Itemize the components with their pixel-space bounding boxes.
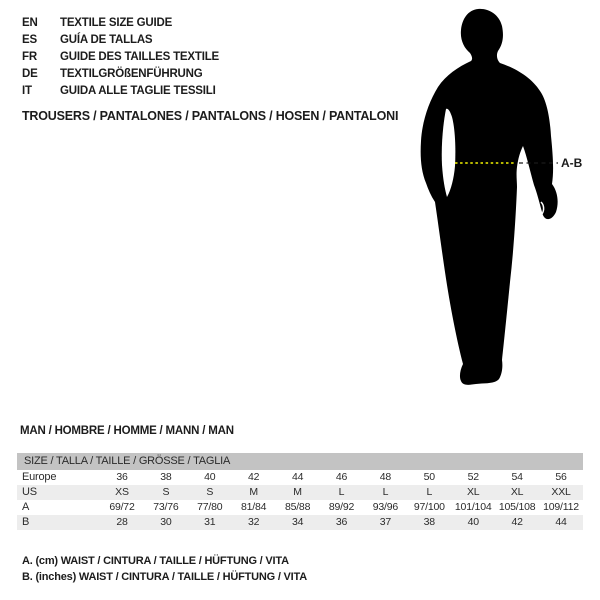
size-table-row	[17, 470, 583, 485]
size-cell: 54	[511, 471, 523, 483]
language-title: GUIDA ALLE TAGLIE TESSILI	[60, 85, 216, 97]
size-cell: 38	[160, 471, 172, 483]
footnote: B. (inches) WAIST / CINTURA / TAILLE / HÜFTUNG / VITA	[22, 571, 307, 583]
language-code: IT	[22, 85, 32, 97]
size-cell: 30	[160, 516, 172, 528]
size-table-row	[17, 500, 583, 515]
language-row	[22, 32, 219, 49]
size-cell: 40	[467, 516, 479, 528]
size-cell: 50	[423, 471, 435, 483]
size-table-row	[17, 515, 583, 530]
size-cell: 97/100	[413, 501, 445, 513]
language-list	[22, 15, 219, 100]
size-row-label: US	[22, 486, 37, 498]
size-cell: 101/104	[454, 501, 492, 513]
size-cell: XL	[466, 486, 480, 498]
language-title: GUIDE DES TAILLES TEXTILE	[60, 51, 219, 63]
language-code: DE	[22, 68, 38, 80]
language-row	[22, 15, 219, 32]
size-cell: 44	[555, 516, 567, 528]
size-row-label: Europe	[22, 471, 57, 483]
size-cell: 36	[116, 471, 128, 483]
size-cell: 42	[511, 516, 523, 528]
size-cell: 81/84	[241, 501, 267, 513]
size-cell: 69/72	[109, 501, 135, 513]
size-cell: XS	[115, 486, 129, 498]
size-cell: L	[338, 486, 345, 498]
language-row	[22, 83, 219, 100]
garment-title: TROUSERS / PANTALONES / PANTALONS / HOSEN / PANTALONI	[22, 109, 399, 123]
size-cell: 46	[335, 471, 348, 483]
size-cell: 44	[291, 471, 304, 483]
size-row-label: B	[22, 516, 30, 528]
size-cell: S	[206, 486, 214, 498]
size-cell: 42	[248, 471, 260, 483]
language-code: EN	[22, 17, 38, 29]
size-cell: 105/108	[498, 501, 536, 513]
size-row-label: A	[22, 501, 30, 513]
language-code: FR	[22, 51, 37, 63]
size-table-row	[17, 485, 583, 500]
size-cell: 73/76	[153, 501, 179, 513]
language-code: ES	[22, 34, 37, 46]
size-cell: 52	[467, 471, 479, 483]
size-cell: 89/92	[328, 501, 355, 513]
silhouette-figure	[400, 0, 600, 400]
size-cell: 36	[335, 516, 348, 528]
language-title: TEXTILE SIZE GUIDE	[60, 17, 173, 29]
size-cell: L	[426, 486, 433, 498]
size-cell: XXL	[551, 486, 571, 498]
size-table-grid	[17, 470, 583, 530]
size-cell: 32	[248, 516, 260, 528]
size-cell: L	[382, 486, 389, 498]
footnote: A. (cm) WAIST / CINTURA / TAILLE / HÜFTUNG / VITA	[22, 555, 289, 567]
size-cell: 38	[423, 516, 435, 528]
size-cell: 37	[379, 516, 392, 528]
size-cell: 56	[555, 471, 567, 483]
size-cell: S	[162, 486, 170, 498]
language-row	[22, 66, 219, 83]
size-cell: 31	[204, 516, 216, 528]
size-table-header: SIZE / TALLA / TAILLE / GRÖSSE / TAGLIA	[17, 453, 583, 470]
size-cell: M	[293, 486, 302, 498]
size-cell: 85/88	[284, 501, 311, 513]
size-cell: 40	[204, 471, 216, 483]
footnotes	[22, 553, 307, 585]
man-silhouette	[421, 9, 558, 385]
section-title-man: MAN / HOMBRE / HOMME / MANN / MAN	[20, 425, 234, 437]
language-row	[22, 49, 219, 66]
size-cell: 109/112	[543, 501, 579, 513]
size-cell: XL	[510, 486, 524, 498]
language-title: TEXTILGRÖßENFÜHRUNG	[60, 68, 203, 80]
size-cell: M	[249, 486, 258, 498]
size-cell: 77/80	[197, 501, 223, 513]
size-cell: 28	[116, 516, 128, 528]
size-cell: 48	[379, 471, 392, 483]
language-title: GUÍA DE TALLAS	[60, 34, 153, 46]
size-table	[17, 453, 583, 530]
size-cell: 93/96	[372, 501, 399, 513]
size-cell: 34	[291, 516, 304, 528]
man-silhouette-svg	[400, 0, 600, 400]
measure-ab-label: A-B	[561, 156, 583, 170]
